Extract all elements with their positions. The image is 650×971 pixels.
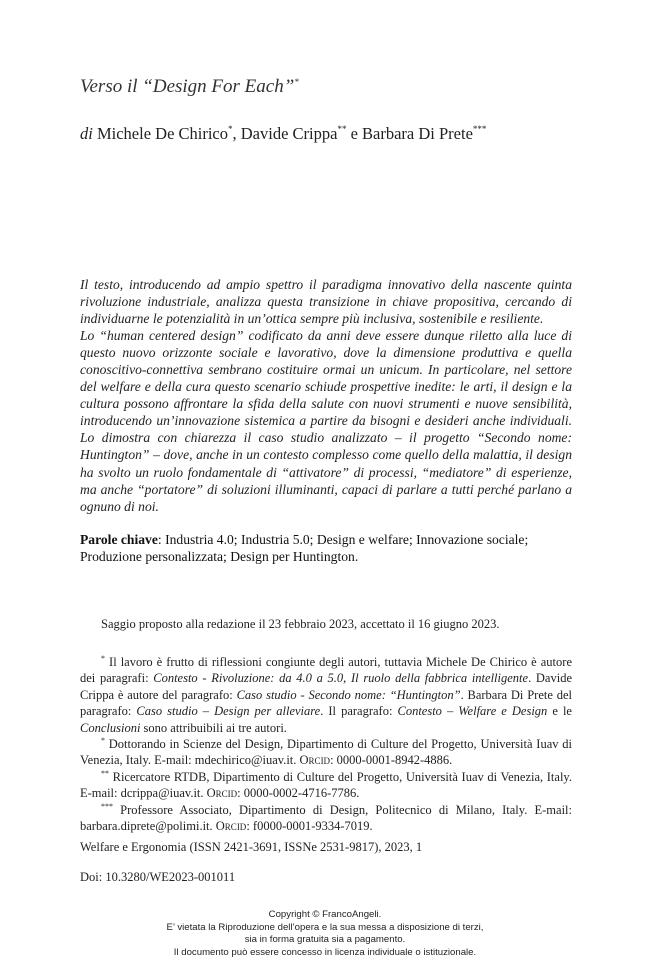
footnote-text: Professore Associato, Dipartimento di Design, Politecnico di Milano, Italy. E-mail: barbara.diprete@polimi.it. xyxy=(80,802,572,834)
copyright-notice xyxy=(0,909,650,959)
title-footnote-mark: * xyxy=(294,77,299,87)
footnote xyxy=(80,736,572,769)
author-footnote-mark: *** xyxy=(472,124,487,134)
keywords xyxy=(80,531,572,565)
article-title-text: Verso il “Design For Each” xyxy=(80,76,295,97)
footnote xyxy=(80,802,572,835)
footnote xyxy=(80,769,572,802)
footnote-emphasis: Contesto – Welfare e Design xyxy=(397,704,548,719)
orcid-label: Orcid xyxy=(206,786,238,801)
author-name: Michele De Chirico xyxy=(96,124,229,143)
author-separator: , xyxy=(232,124,241,143)
abstract-paragraph: Il testo, introducendo ad ampio spettro il paradigma innovativo della nascente quinta rivoluzione industriale, analizza questa transizione in chiave propositiva, cercando di individuarne le potenzialità in un’ottica sempre più inclusiva, sostenibile e resiliente. xyxy=(80,277,572,327)
footnote xyxy=(80,654,572,736)
article-title xyxy=(80,76,299,98)
footnote-emphasis: Caso studio – Design per alleviare xyxy=(136,704,321,719)
footnote-emphasis: Conclusioni xyxy=(80,720,141,735)
footnotes xyxy=(80,654,572,834)
footnote-text: . Davide Crippa è autore del paragrafo: xyxy=(80,671,572,702)
author-name: Barbara Di Prete xyxy=(362,124,473,143)
keywords-label: Parole chiave xyxy=(80,532,158,547)
footnote-emphasis: Caso studio - Secondo nome: “Huntington” xyxy=(236,687,461,702)
copyright-line: Copyright © FrancoAngeli. xyxy=(268,909,382,920)
author-footnote-mark: ** xyxy=(337,124,347,134)
keywords-text: : Industria 4.0; Industria 5.0; Design e welfare; Innovazione sociale; Produzione personalizzata; Design per Huntington. xyxy=(80,532,529,565)
submission-note: Saggio proposto alla redazione il 23 febbraio 2023, accettato il 16 giugno 2023. xyxy=(101,617,500,631)
footnote-text: sono attribuibili ai tre autori. xyxy=(140,720,287,735)
footnote-text: Il lavoro è frutto di riflessioni congiunte degli autori, tuttavia Michele De Chirico è autore dei paragrafi: xyxy=(80,655,572,686)
footnote-text: : 0000-0002-4716-7786. xyxy=(237,786,360,801)
footnote-text: : 0000-0001-8942-4886. xyxy=(330,753,453,768)
footnote-text: e le xyxy=(547,704,572,719)
footnote-mark: *** xyxy=(101,801,113,811)
footnote-mark: * xyxy=(101,736,105,746)
footnote-mark: ** xyxy=(101,768,109,778)
footnote-text: Dottorando in Scienze del Design, Dipartimento di Culture del Progetto, Università Iuav di Venezia, Italy. E-mail: mdechirico@iuav.it. xyxy=(80,737,572,768)
footnote-mark: * xyxy=(101,654,105,663)
author-separator: e xyxy=(346,124,363,143)
author-footnote-mark: * xyxy=(228,124,233,134)
author-by: di xyxy=(80,124,93,143)
footnote-emphasis: Contesto - Rivoluzione: da 4.0 a 5.0, Il ruolo della fabbrica intelligente xyxy=(153,671,529,686)
orcid-label: Orcid xyxy=(299,753,331,768)
abstract xyxy=(80,276,572,515)
orcid-label: Orcid xyxy=(215,819,247,834)
journal-citation: Welfare e Ergonomia (ISSN 2421-3691, ISSNe 2531-9817), 2023, 1 xyxy=(80,840,423,854)
author-name: Davide Crippa xyxy=(240,124,338,143)
footnote-text: : f0000-0001-9334-7019. xyxy=(246,819,373,834)
footnote-text: . Barbara Di Prete del paragrafo: xyxy=(80,687,573,719)
copyright-line: E’ vietata la Riproduzione dell’opera e la sua messa a disposizione di terzi, xyxy=(166,921,484,933)
author-line xyxy=(80,124,486,144)
copyright-line: sia in forma gratuita sia a pagamento. xyxy=(244,934,406,945)
footnote-text: Ricercatore RTDB, Dipartimento di Culture del Progetto, Università Iuav di Venezia, Italy. E-mail: dcrippa@iuav.it. xyxy=(80,769,572,801)
footnote-text: . Il paragrafo: xyxy=(320,704,398,719)
abstract-paragraph: Lo “human centered design” codificato da anni deve essere dunque riletto alla luce di questo nuovo orizzonte sociale e lavorativo, dove la dimensione produttiva e quella conoscitivo-connettiva sembrano costituire ormai un unicum. In particolare, nel settore del welfare e della cura questo scenario schiude prospettive inedite: le arti, il design e la cultura possono affrontare la sfida della salute con nuovi strumenti e nuove sensibilità, introducendo un’innovazione sistemica a partire da bisogni e desideri anche individuali. Lo dimostra con chiarezza il caso studio analizzato – il progetto “Secondo nome: Huntington” – dove, anche in un contesto complesso come quello della malattia, il design ha svolto un ruolo fondamentale di “attivatore” di processi, “mediatore” di esperienze, ma anche “portatore” di soluzioni illuminanti, capaci di parlare a tutti perché parlano a ognuno di noi. xyxy=(80,328,572,514)
doi: Doi: 10.3280/WE2023-001011 xyxy=(80,870,236,884)
copyright-line: Il documento può essere concesso in licenza individuale o istituzionale. xyxy=(173,946,477,958)
